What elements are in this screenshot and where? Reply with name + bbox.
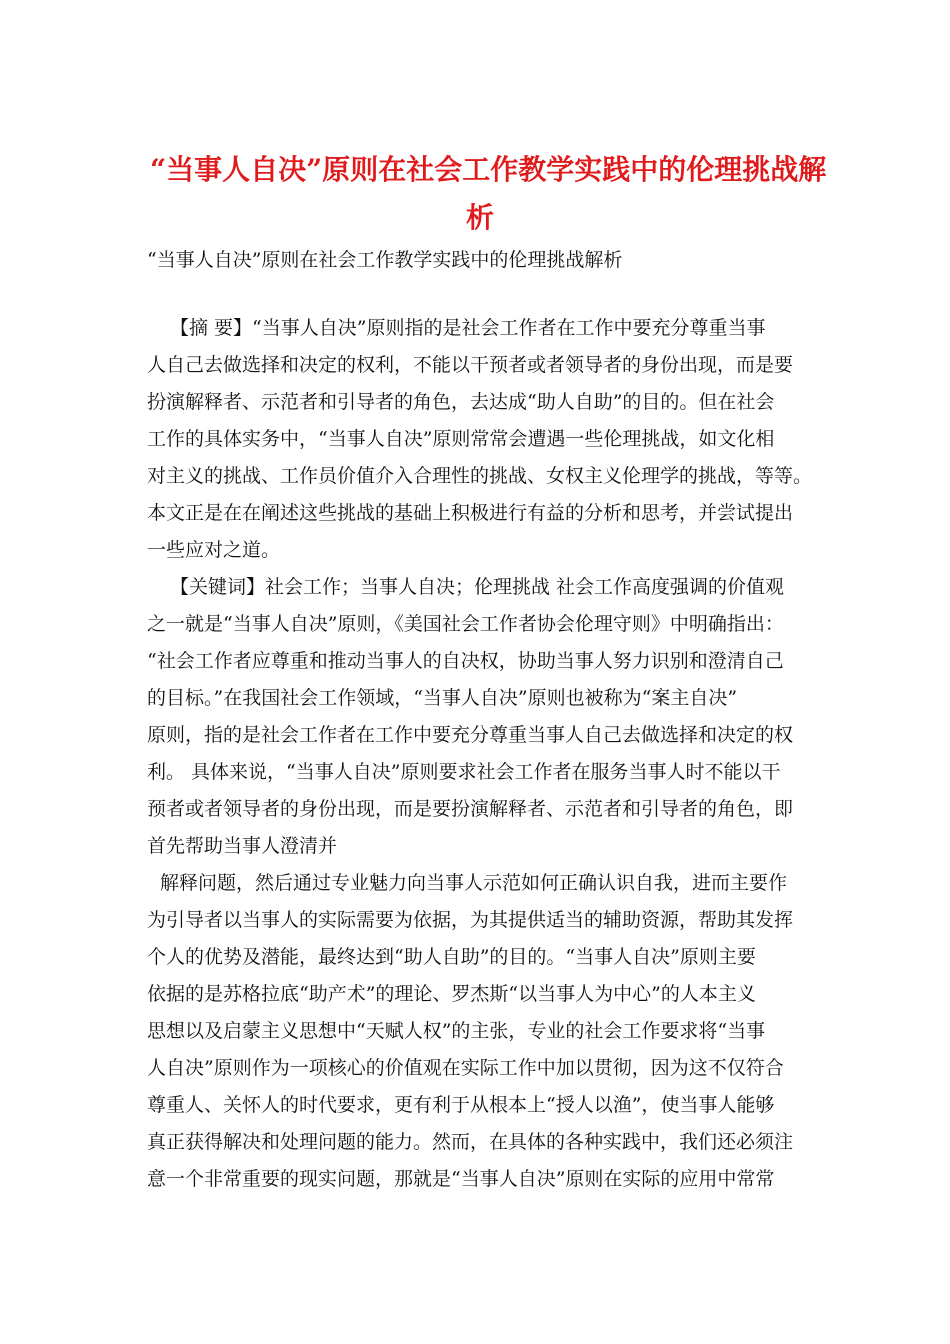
body-line: 的目标。”在我国社会工作领域，“当事人自决”原则也被称为“案主自决”	[147, 687, 738, 709]
keywords-line: 【关键词】社会工作；当事人自决；伦理挑战 社会工作高度强调的价值观	[170, 576, 785, 598]
body-line: 思想以及启蒙主义思想中“天赋人权”的主张，专业的社会工作要求将“当事	[147, 1020, 766, 1042]
abstract-line: 本文正是在在阐述这些挑战的基础上积极进行有益的分析和思考，并尝试提出	[147, 502, 794, 524]
body-line: 首先帮助当事人澄清并	[147, 835, 338, 857]
body-line: 原则，指的是社会工作者在工作中要充分尊重当事人自己去做选择和决定的权	[147, 724, 794, 746]
abstract-line: 工作的具体实务中，“当事人自决”原则常常会遭遇一些伦理挑战，如文化相	[147, 428, 775, 450]
abstract-line: 人自己去做选择和决定的权利，不能以干预者或者领导者的身份出现，而是要	[147, 354, 794, 376]
body-line: 真正获得解决和处理问题的能力。然而，在具体的各种实践中，我们还必须注	[147, 1131, 794, 1153]
abstract-line: 扮演解释者、示范者和引导者的角色，去达成“助人自助”的目的。但在社会	[147, 391, 775, 413]
body-line: 利。 具体来说，“当事人自决”原则要求社会工作者在服务当事人时不能以干	[147, 761, 781, 783]
body-line: 之一就是“当事人自决”原则，《美国社会工作者协会伦理守则》中明确指出：	[147, 613, 784, 635]
abstract-line: 一些应对之道。	[147, 539, 281, 561]
body-line: 解释问题，然后通过专业魅力向当事人示范如何正确认识自我，进而主要作	[160, 872, 788, 894]
body-line: “社会工作者应尊重和推动当事人的自决权，协助当事人努力识别和澄清自己	[147, 650, 784, 672]
document-subtitle: “当事人自决”原则在社会工作教学实践中的伦理挑战解析	[147, 249, 623, 271]
body-line: 人自决”原则作为一项核心的价值观在实际工作中加以贯彻，因为这不仅符合	[147, 1057, 784, 1079]
body-line: 个人的优势及潜能，最终达到“助人自助”的目的。“当事人自决”原则主要	[147, 946, 756, 968]
abstract-line: 对主义的挑战、工作员价值介入合理性的挑战、女权主义伦理学的挑战，等等。	[147, 465, 813, 487]
body-line: 意一个非常重要的现实问题，那就是“当事人自决”原则在实际的应用中常常	[147, 1168, 775, 1190]
body-line: 为引导者以当事人的实际需要为依据，为其提供适当的辅助资源，帮助其发挥	[147, 909, 794, 931]
document-title-line-2: 析	[465, 201, 494, 234]
body-line: 依据的是苏格拉底“助产术”的理论、罗杰斯“以当事人为中心”的人本主义	[147, 983, 756, 1005]
abstract-line: 【摘 要】“当事人自决”原则指的是社会工作者在工作中要充分尊重当事	[170, 317, 766, 339]
body-line: 尊重人、关怀人的时代要求，更有利于从根本上“授人以渔”，使当事人能够	[147, 1094, 775, 1116]
body-line: 预者或者领导者的身份出现，而是要扮演解释者、示范者和引导者的角色，即	[147, 798, 794, 820]
document-title-line-1: “当事人自决”原则在社会工作教学实践中的伦理挑战解	[150, 153, 827, 186]
